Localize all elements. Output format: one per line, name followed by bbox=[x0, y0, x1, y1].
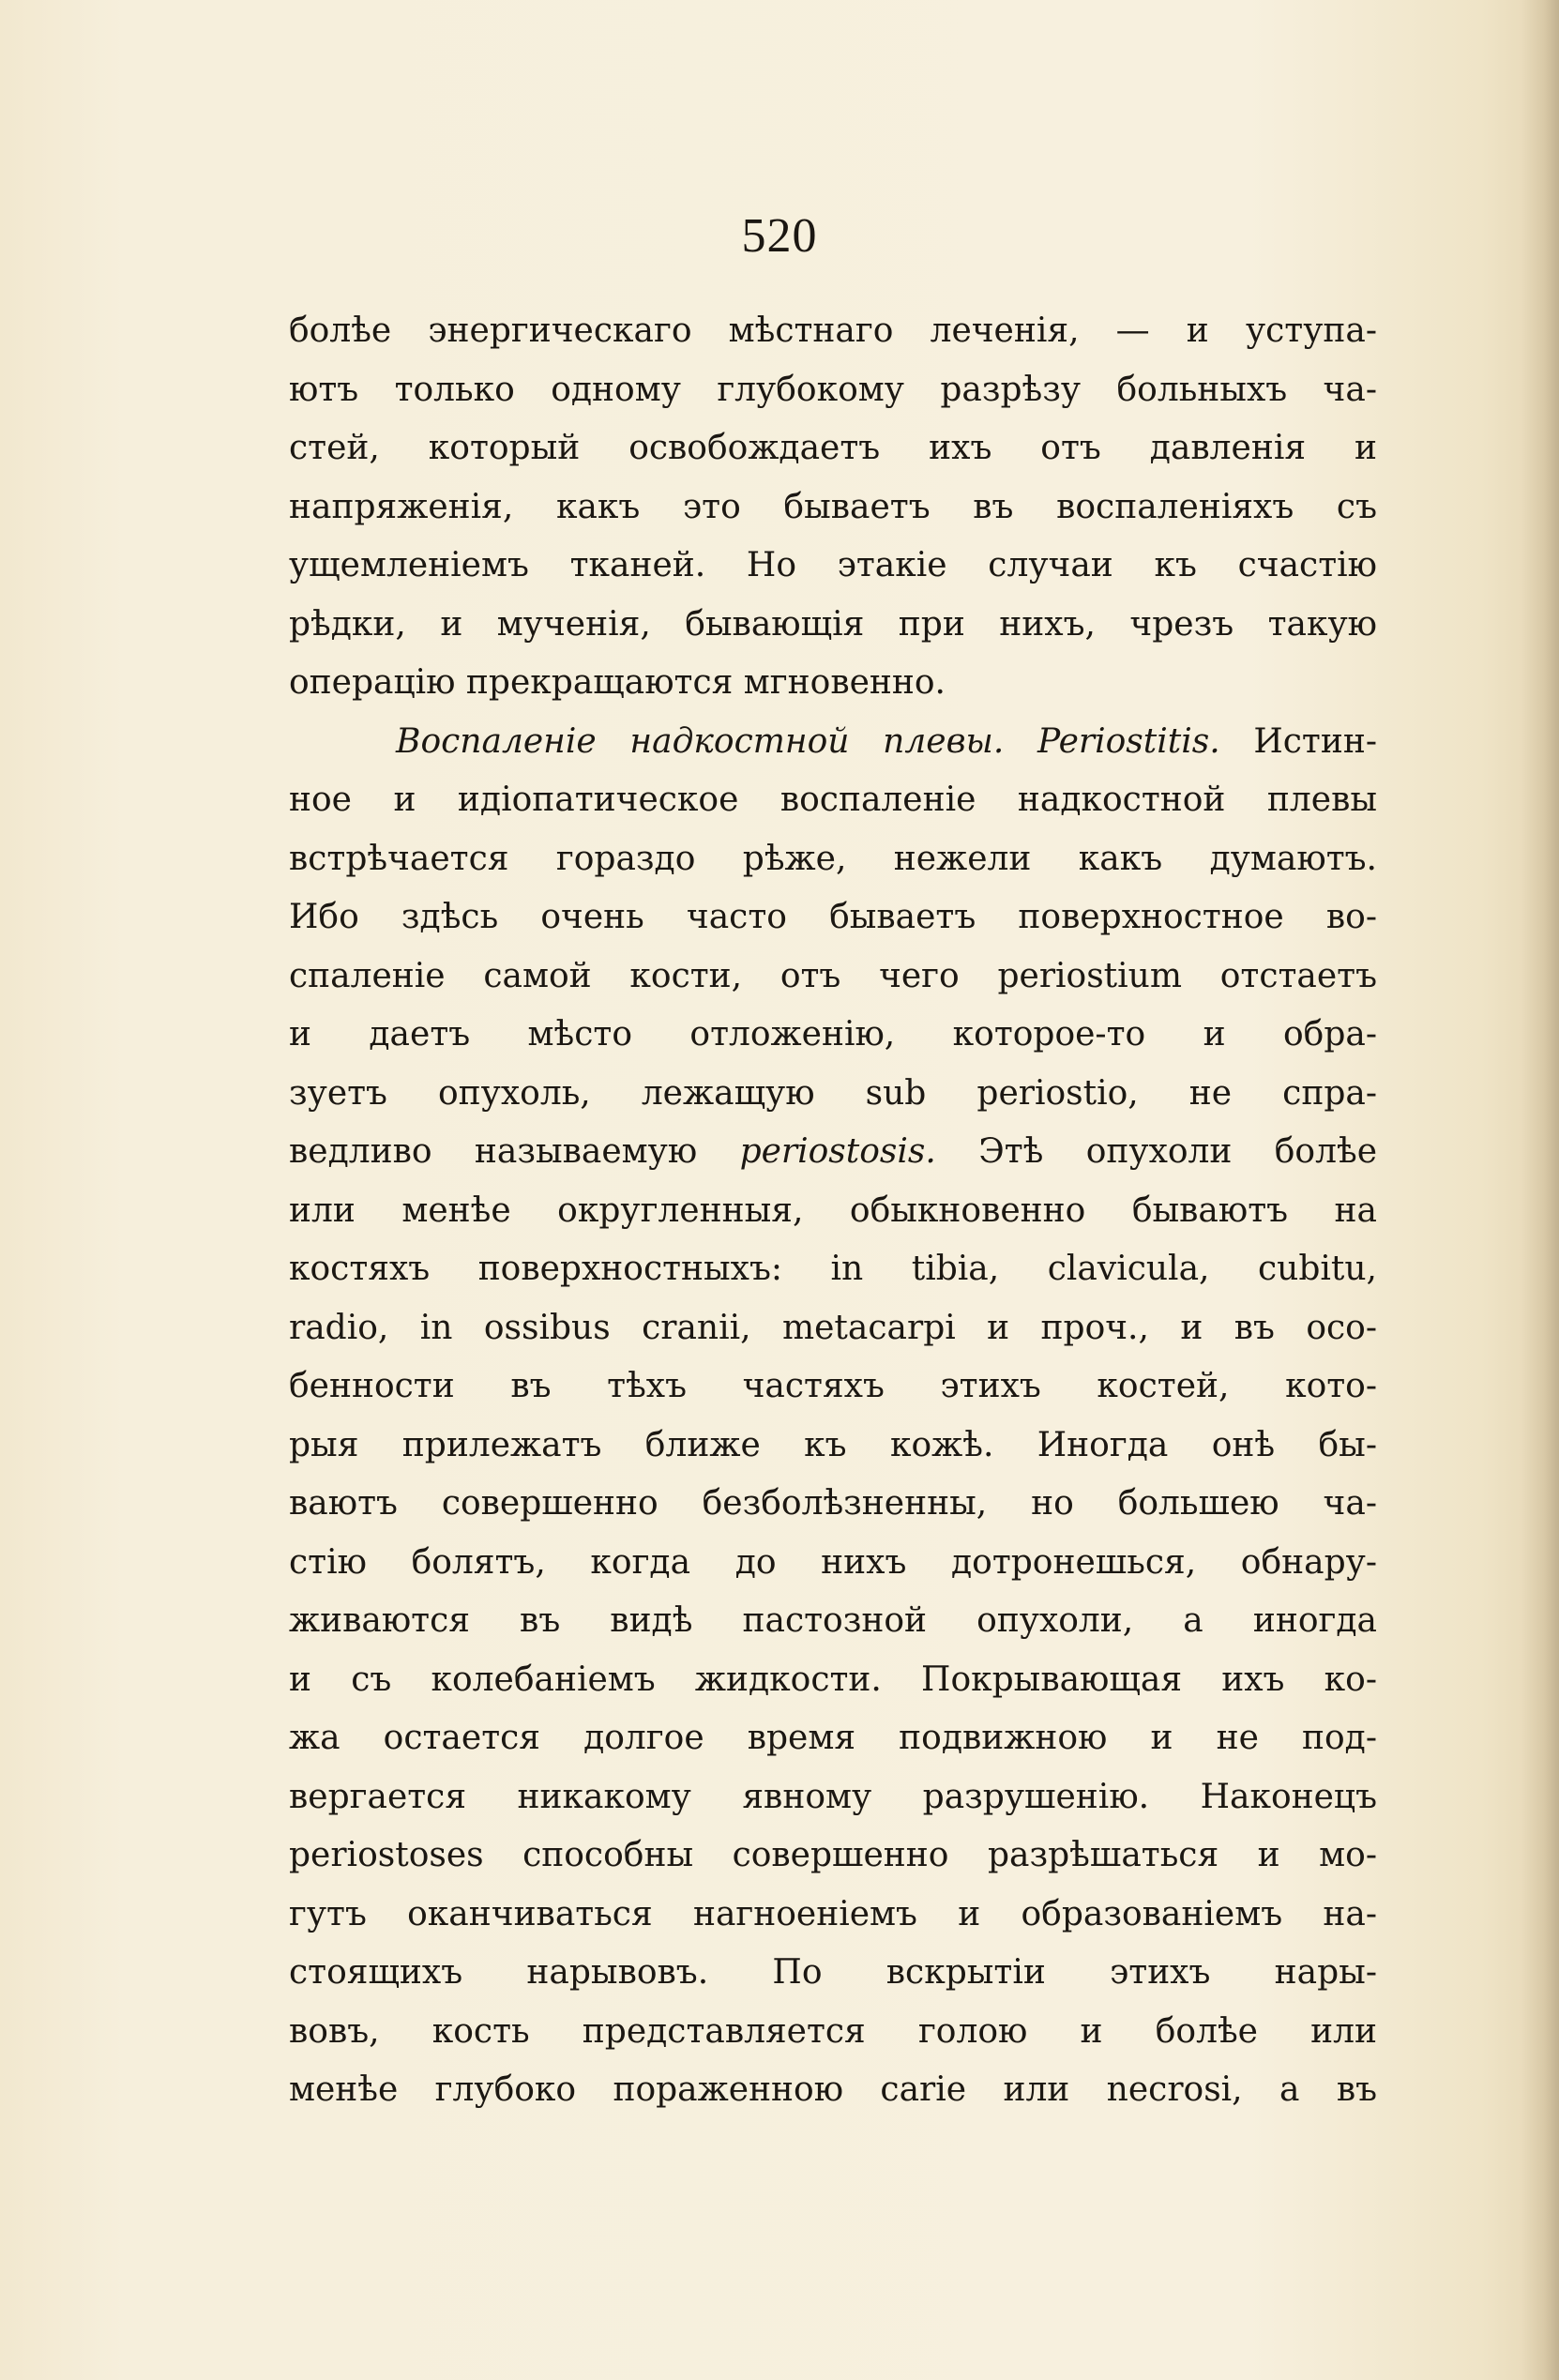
text-line: встрѣчается гораздо рѣже, нежели какъ думаютъ. bbox=[289, 839, 1377, 878]
latin-term: periostosis. bbox=[739, 1132, 936, 1171]
text-line: стей, который освобождаетъ ихъ отъ давленія и bbox=[289, 429, 1377, 467]
text-fragment: Истин- bbox=[1253, 721, 1377, 761]
section-heading-line bbox=[289, 713, 1377, 772]
text-line: рѣдки, и мученія, бывающія при нихъ, чрезъ такую bbox=[289, 604, 1377, 644]
body-text bbox=[289, 302, 1377, 2120]
text-line: periostoses способны совершенно разрѣшаться и мо- bbox=[289, 1836, 1377, 1874]
text-line: radio, in ossibus cranii, metacarpi и проч., и въ осо- bbox=[289, 1308, 1377, 1347]
text-line: зуетъ опухоль, лежащую sub periostio, не спра- bbox=[289, 1073, 1377, 1113]
text-line: спаленіе самой кости, отъ чего periostium отстаетъ bbox=[289, 956, 1377, 995]
text-line: стоящихъ нарывовъ. По вскрытіи этихъ нары- bbox=[289, 1953, 1377, 1992]
text-line: ютъ только одному глубокому разрѣзу больныхъ ча- bbox=[289, 370, 1377, 409]
text-line: болѣе энергическаго мѣстнаго леченія, — и уступа- bbox=[289, 311, 1377, 350]
text-line: и съ колебаніемъ жидкости. Покрывающая ихъ ко- bbox=[289, 1660, 1377, 1699]
text-line: или менѣе округленныя, обыкновенно бываютъ на bbox=[289, 1190, 1377, 1230]
text-line: напряженія, какъ это бываетъ въ воспаленіяхъ съ bbox=[289, 487, 1377, 526]
text-line: и даетъ мѣсто отложенію, которое-то и обра- bbox=[289, 1015, 1377, 1054]
text-line: ущемленіемъ тканей. Но этакіе случаи къ счастію bbox=[289, 546, 1377, 584]
text-fragment: ведливо называемую bbox=[289, 1132, 698, 1171]
section-heading: Воспаленіе надкостной плевы. Periostitis. bbox=[396, 721, 1220, 761]
page-number: 520 bbox=[741, 209, 818, 263]
text-line: гутъ оканчиваться нагноеніемъ и образованіемъ на- bbox=[289, 1894, 1377, 1933]
text-line: менѣе глубоко пораженною carie или necrosi, а въ bbox=[289, 2070, 1377, 2109]
text-line-with-term bbox=[289, 1123, 1377, 1182]
text-line: бенности въ тѣхъ частяхъ этихъ костей, кото- bbox=[289, 1367, 1377, 1405]
text-line: операцію прекращаются мгновенно. bbox=[289, 663, 946, 702]
text-line: вергается никакому явному разрушенію. Наконецъ bbox=[289, 1777, 1377, 1816]
page-edge-shadow bbox=[1521, 0, 1559, 2380]
text-line: ное и идіопатическое воспаленіе надкостной плевы bbox=[289, 781, 1377, 819]
text-line: костяхъ поверхностныхъ: in tibia, clavicula, cubitu, bbox=[289, 1250, 1377, 1288]
text-line: стію болятъ, когда до нихъ дотронешься, обнару- bbox=[289, 1542, 1377, 1582]
text-line: Ибо здѣсь очень часто бываетъ поверхностное во- bbox=[289, 898, 1377, 936]
text-fragment: Этѣ опухоли болѣе bbox=[978, 1132, 1377, 1171]
text-line: вовъ, кость представляется голою и болѣе или bbox=[289, 2011, 1377, 2051]
text-line: ваютъ совершенно безболѣзненны, но большею ча- bbox=[289, 1484, 1377, 1523]
text-line: живаются въ видѣ пастозной опухоли, а иногда bbox=[289, 1601, 1377, 1640]
text-line: жа остается долгое время подвижною и не под- bbox=[289, 1719, 1377, 1757]
text-line: рыя прилежатъ ближе къ кожѣ. Иногда онѣ бы- bbox=[289, 1425, 1377, 1464]
